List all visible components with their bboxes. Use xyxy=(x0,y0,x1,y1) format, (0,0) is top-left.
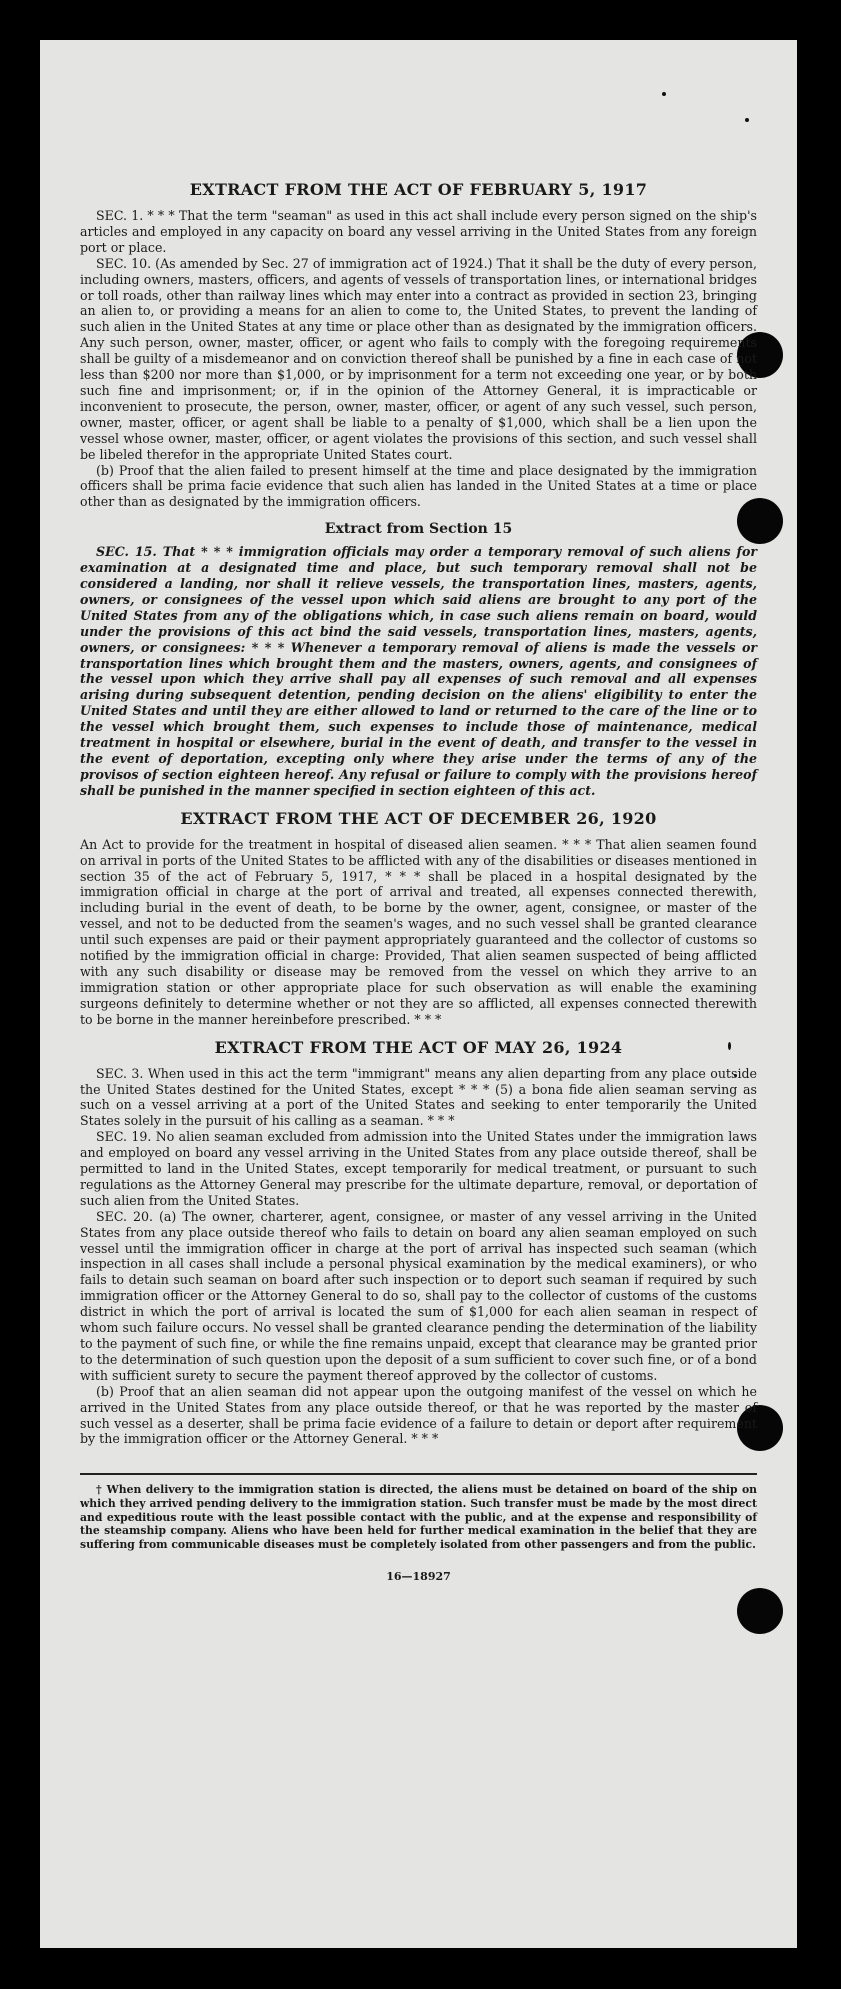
paragraph: (b) Proof that an alien seaman did not appear upon the outgoing manifest of the vessel on which he arrived in the United States from any place outside thereof, or that he was reported by the master of such vessel as a deserter, shall be prima facie evidence of a failure to detain or deport after requirement by the immigration officer or the Attorney General. * * * xyxy=(80,1383,757,1447)
punch-hole xyxy=(737,1588,783,1634)
section-act-1920 xyxy=(80,809,757,1028)
speck xyxy=(662,92,666,96)
paragraph: An Act to provide for the treatment in hospital of diseased alien seamen. * * * That alien seamen found on arrival in ports of the United States to be afflicted with any of the disabilities or diseases mentioned in section 35 of the act of February 5, 1917, * * * shall be placed in a hospital designated by the immigration official in charge at the port of arrival and treated, all expenses connected therewith, including burial in the event of death, to be borne by the owner, agent, consignee, or master of the vessel, and not to be deducted from the seamen's wages, and no such vessel shall be granted clearance until such expenses are paid or their payment appropriately guaranteed and the collector of customs so notified by the immigration official in charge: Provided, That alien seamen suspected of being afflicted with any such disability or disease may be removed from the vessel on which they arrive to an immigration station or other appropriate place for such observation as will enable the examining surgeons definitely to determine whether or not they are so afflicted, all expenses connected therewith to be borne in the manner hereinbefore prescribed. * * * xyxy=(80,836,757,1027)
section-act-1924 xyxy=(80,1038,757,1448)
paragraph: SEC. 20. (a) The owner, charterer, agent, consignee, or master of any vessel arriving in the United States from any place outside thereof who fails to detain on board any alien seaman employed on such vessel until the immigration officer in charge at the port of arrival has inspected such seaman (which inspection in all cases shall include a personal physical examination by the medical examiners), or who fails to detain such seaman on board after such inspection or to deport such seaman if required by such immigration officer or the Attorney General to do so, shall pay to the collector of customs of the customs district in which the port of arrival is located the sum of $1,000 for each alien seaman in respect of whom such failure occurs. No vessel shall be granted clearance pending the determination of the liability to the payment of such fine, or while the fine remains unpaid, except that clearance may be granted prior to the determination of such question upon the deposit of a sum sufficient to cover such fine, or of a bond with sufficient surety to secure the payment thereof approved by the collector of customs. xyxy=(80,1208,757,1383)
print-code: 16—18927 xyxy=(386,1570,451,1584)
paragraph: SEC. 19. No alien seaman excluded from admission into the United States under the immigration laws and employed on board any vessel arriving in the United States from any place outside thereof, shall be permitted to land in the United States, except temporarily for medical treatment, or pursuant to such regulations as the Attorney General may prescribe for the ultimate departure, removal, or deportation of such alien from the United States. xyxy=(80,1129,757,1208)
document-text xyxy=(80,180,757,1585)
document-page xyxy=(40,40,797,1948)
paragraph: SEC. 1. * * * That the term "seaman" as used in this act shall include every person signed on the ship's articles and employed in any capacity on board any vessel arriving in the United States from any foreign port or place. xyxy=(80,208,757,255)
divider xyxy=(80,1473,757,1475)
speck xyxy=(745,118,749,122)
section-title: EXTRACT FROM THE ACT OF DECEMBER 26, 1920 xyxy=(180,808,657,828)
paragraph: (b) Proof that the alien failed to present himself at the time and place designated by the immigration officers shall be prima facie evidence that such alien has landed in the United States at a time or place other than as designated by the immigration officers. xyxy=(80,462,757,510)
section-title: EXTRACT FROM THE ACT OF MAY 26, 1924 xyxy=(214,1037,623,1057)
section-title: EXTRACT FROM THE ACT OF FEBRUARY 5, 1917 xyxy=(189,180,648,199)
paragraph: SEC. 3. When used in this act the term "immigrant" means any alien departing from any place outside the United States destined for the United States, except * * * (5) a bona fide alien seaman serving as such on a vessel arriving at a port of the United States and seeking to enter temporarily the United States solely in the pursuit of his calling as a seaman. * * * xyxy=(80,1065,757,1129)
italic-paragraph: SEC. 15. That * * * immigration officials may order a temporary removal of such aliens for examination at a designated time and place, but such temporary removal shall not be considered a landing, nor shall it relieve vessels, the transportation lines, masters, agents, owners, or consignees of the vessel upon which said aliens are brought to any port of the United States from any of the obligations which, in case such aliens remain on board, would under the provisions of this act bind the said vessels, transportation lines, masters, agents, owners, or consignees: * * * Whenever a temporary removal of aliens is made the vessels or transportation lines which brought them and the masters, owners, agents, and consignees of the vessel upon which they arrive shall pay all expenses of such removal and all expenses arising during subsequent detention, pending decision on the aliens' eligibility to enter the United States and until they are either allowed to land or returned to the care of the line or to the vessel which brought them, such expenses to include those of maintenance, medical treatment in hospital or elsewhere, burial in the event of death, and transfer to the vessel in the event of deportation, excepting only where they arise under the terms of any of the provisos of section eighteen hereof. Any refusal or failure to comply with the provisions hereof shall be punished in the manner specified in section eighteen of this act. xyxy=(80,544,757,798)
section-act-1917 xyxy=(80,180,757,510)
footnote: † When delivery to the immigration station is directed, the aliens must be detained on board of the ship on which they arrived pending delivery to the immigration station. Such transfer must be made by the most direct and expeditious route with the least possible contact with the public, and at the expense and responsibility of the steamship company. Aliens who have been held for further medical examination in the belief that they are suffering from communicable diseases must be completely isolated from other passengers and from the public. xyxy=(80,1483,757,1551)
section-15-extract xyxy=(80,520,757,799)
paragraph: SEC. 10. (As amended by Sec. 27 of immigration act of 1924.) That it shall be the duty of every person, including owners, masters, officers, and agents of vessels of transportation lines, or international bridges or toll roads, other than railway lines which may enter into a contract as provided in section 23, bringing an alien to, or providing a means for an alien to come to, the United States, to prevent the landing of such alien in the United States at any time or place other than as designated by the immigration officers. Any such person, owner, master, officer, or agent who fails to comply with the foregoing requirements shall be guilty of a misdemeanor and on conviction thereof shall be punished by a fine in each case of not less than $200 nor more than $1,000, or by imprisonment for a term not exceeding one year, or by both such fine and imprisonment; or, if in the opinion of the Attorney General, it is impracticable or inconvenient to prosecute, the person, owner, master, officer, or agent of any such vessel, such person, owner, master, officer, or agent shall be liable to a penalty of $1,000, which shall be a lien upon the vessel whose owner, master, officer, or agent violates the provisions of this section, and such vessel shall be libeled therefor in the appropriate United States court. xyxy=(80,255,757,462)
section-subtitle: Extract from Section 15 xyxy=(324,521,513,538)
